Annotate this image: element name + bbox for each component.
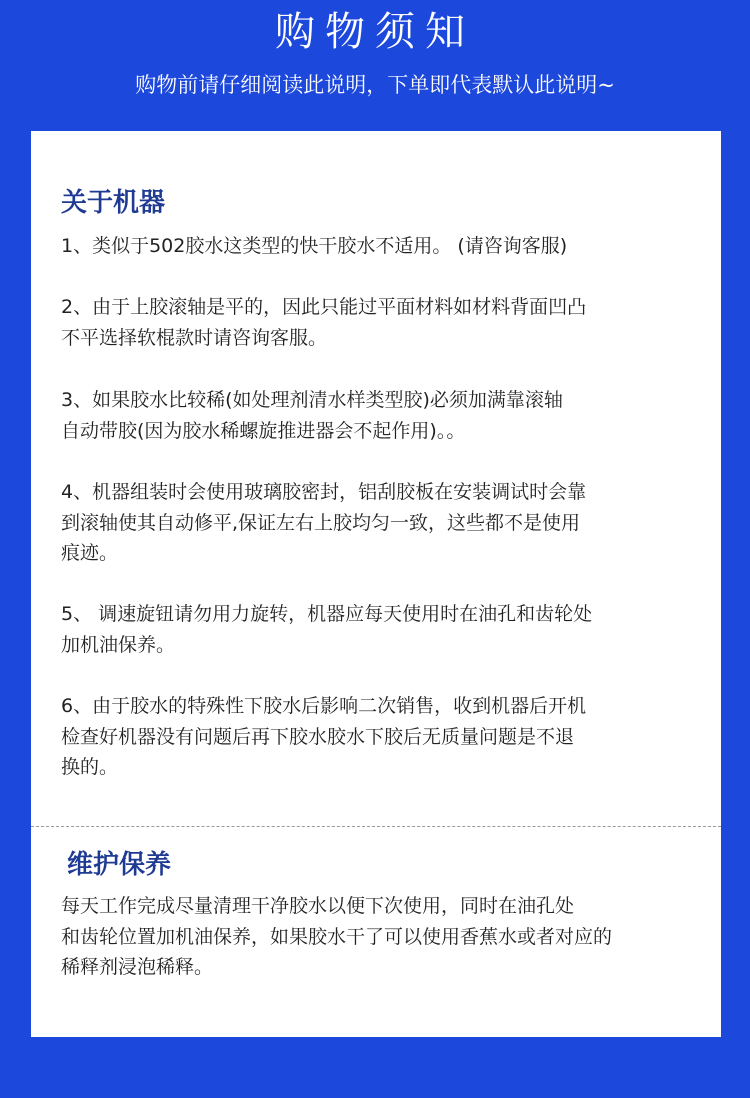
- notice-item-6: 6、由于胶水的特殊性下胶水后影响二次销售，收到机器后开机 检查好机器没有问题后再下胶水胶水下胶后无质量问题是不退 换的。: [61, 695, 587, 778]
- section-heading-machine: 关于机器: [61, 188, 166, 218]
- page-subtitle: 购物前请仔细阅读此说明，下单即代表默认此说明~: [135, 73, 615, 97]
- notice-item-1: 1、类似于502胶水这类型的快干胶水不适用。 (请咨询客服): [61, 235, 568, 257]
- notice-item-3: 3、如果胶水比较稀(如处理剂清水样类型胶)必须加满靠滚轴 自动带胶(因为胶水稀螺旋推进器会不起作用)。。: [61, 389, 563, 442]
- notice-item-4: 4、机器组装时会使用玻璃胶密封，铝刮胶板在安装调试时会靠 到滚轴使其自动修平,保证左右上胶均匀一致，这些都不是使用 痕迹。: [61, 481, 587, 564]
- notice-item-2: 2、由于上胶滚轴是平的，因此只能过平面材料如材料背面凹凸 不平选择软棍款时请咨询客服。: [61, 296, 587, 349]
- notice-card: [31, 131, 721, 1037]
- section-divider: [31, 826, 721, 827]
- maintenance-text: 每天工作完成尽量清理干净胶水以便下次使用，同时在油孔处 和齿轮位置加机油保养，如果胶水干了可以使用香蕉水或者对应的 稀释剂浸泡稀释。: [61, 895, 613, 978]
- section-heading-maintenance: 维护保养: [67, 850, 172, 880]
- page-title: 购物须知: [275, 9, 475, 55]
- notice-item-5: 5、 调速旋钮请勿用力旋转，机器应每天使用时在油孔和齿轮处 加机油保养。: [61, 603, 593, 656]
